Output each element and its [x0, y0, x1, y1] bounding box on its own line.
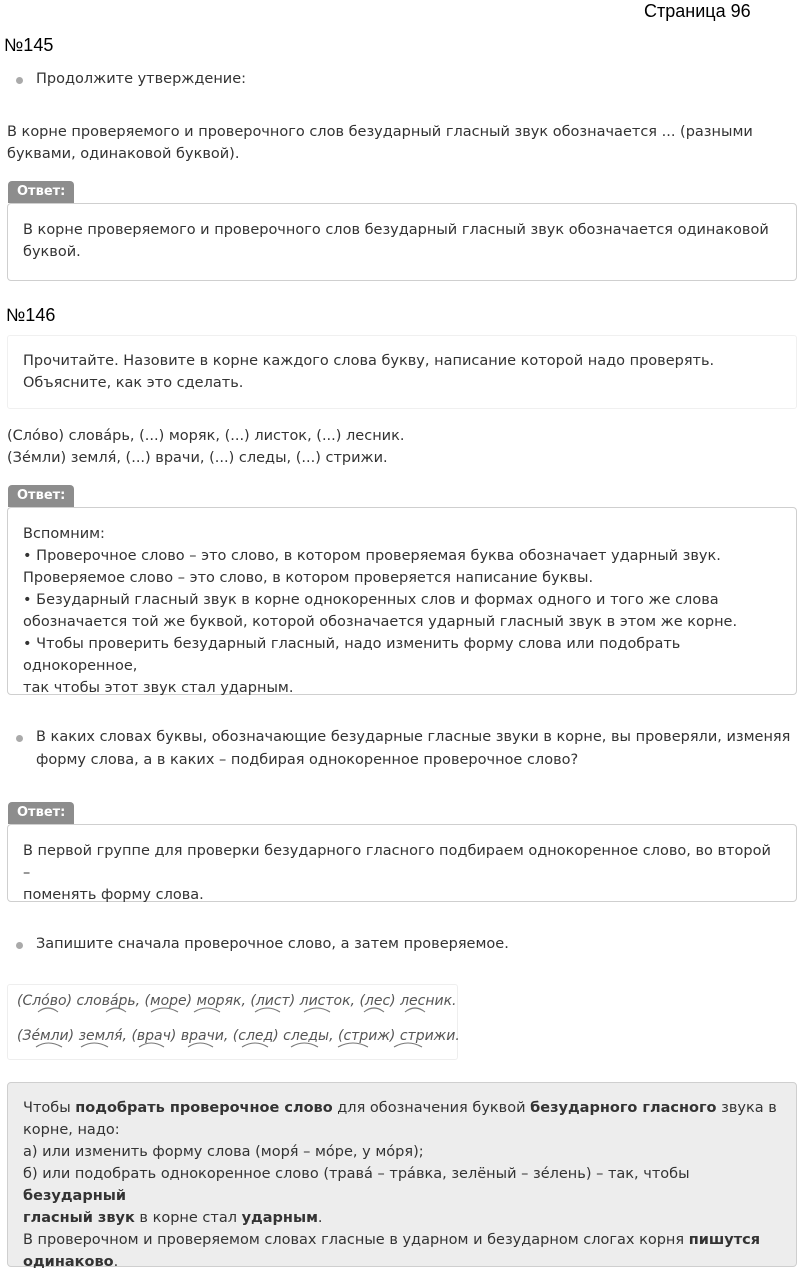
- answer-tag: Ответ:: [8, 181, 74, 203]
- answer-line: • Проверочное слово – это слово, в котором проверяемая буква обозначает ударный звук.: [23, 548, 721, 564]
- bullet-dot-icon: [16, 735, 23, 742]
- rule-line: В проверочном и проверяемом словах гласные в ударном и безударном слогах корня пишутся: [23, 1232, 761, 1248]
- answer-line: Вспомним:: [23, 526, 105, 542]
- instruction-line: Прочитайте. Назовите в корне каждого слова букву, написание которой надо проверять.: [23, 353, 715, 369]
- rule-line: корне, надо:: [23, 1122, 120, 1138]
- instruction-line: Объясните, как это сделать.: [23, 375, 244, 391]
- page-number: Страница 96: [644, 1, 751, 21]
- task-145-number: №145: [4, 35, 54, 55]
- task-146-bullet-2: [16, 726, 790, 772]
- answer-line: • Безударный гласный звук в корне однокоренных слов и формах одного и того же слова: [23, 592, 719, 608]
- bullet-text: Запишите сначала проверочное слово, а затем проверяемое.: [36, 936, 509, 952]
- answer-box: [7, 824, 797, 902]
- words-line: (Зе́мли) земля́, (...) врачи, (...) следы, (...) стрижи.: [7, 450, 388, 466]
- answer-line: поменять форму слова.: [23, 887, 204, 903]
- bullet-dot-icon: [16, 77, 23, 84]
- answer-tag: Ответ:: [8, 802, 74, 824]
- bullet-text: форму слова, а в каких – подбирая однокоренное проверочное слово?: [36, 752, 579, 768]
- example-line: (Зе́мли) земля́, (врач) врачи, (след) следы, (стриж) стрижи.: [17, 1028, 460, 1044]
- task-146-instruction-box: [7, 335, 797, 409]
- answer-line: буквой.: [23, 244, 81, 260]
- bullet-text: В каких словах буквы, обозначающие безударные гласные звуки в корне, вы проверяли, изменяя: [36, 729, 791, 745]
- answer-box: [7, 203, 797, 281]
- answer-line: • Чтобы проверить безударный гласный, надо изменить форму слова или подобрать однокоренное,: [23, 636, 681, 674]
- rule-line: Чтобы подобрать проверочное слово для обозначения буквой безударного гласного звука в: [23, 1100, 777, 1116]
- answer-line: обозначается той же буквой, которой обозначается ударный гласный звук в этом же корне.: [23, 614, 738, 630]
- task-146-bullet-3: [16, 933, 509, 956]
- answer-box: [7, 507, 797, 695]
- bullet-text: Продолжите утверждение:: [36, 71, 247, 87]
- answer-line: В корне проверяемого и проверочного слов безударный гласный звук обозначается одинаковой: [23, 222, 769, 238]
- words-line: (Сло́во) слова́рь, (...) моряк, (...) листок, (...) лесник.: [7, 428, 405, 444]
- rule-line: а) или изменить форму слова (моря́ – мо́ре, у мо́ря);: [23, 1144, 424, 1160]
- example-line: (Сло́во) слова́рь, (море) моряк, (лист) листок, (лес) лесник.: [17, 993, 457, 1009]
- question-line: В корне проверяемого и проверочного слов безударный гласный звук обозначается ... (разными: [7, 124, 753, 140]
- rule-line: гласный звук в корне стал ударным.: [23, 1210, 323, 1226]
- answer-line: Проверяемое слово – это слово, в котором проверяется написание буквы.: [23, 570, 594, 586]
- rule-box: [7, 1082, 797, 1270]
- rule-line: б) или подобрать однокоренное слово (трава́ – тра́вка, зелёный – зе́лень) – так, чтобы безударный: [23, 1166, 690, 1204]
- task-145-question: [7, 121, 753, 165]
- task-146-number: №146: [6, 305, 56, 325]
- answer-line: В первой группе для проверки безударного гласного подбираем однокоренное слово, во второй –: [23, 843, 771, 881]
- bullet-dot-icon: [16, 942, 23, 949]
- answer-line: так чтобы этот звук стал ударным.: [23, 680, 294, 696]
- rule-line: одинаково.: [23, 1254, 119, 1270]
- example-box: [7, 984, 458, 1060]
- answer-tag: Ответ:: [8, 485, 74, 507]
- task-146-words: [7, 425, 404, 469]
- root-arcs-icon: [8, 985, 459, 1061]
- task-145-bullet: [16, 68, 246, 91]
- question-line: буквами, одинаковой буквой).: [7, 146, 240, 162]
